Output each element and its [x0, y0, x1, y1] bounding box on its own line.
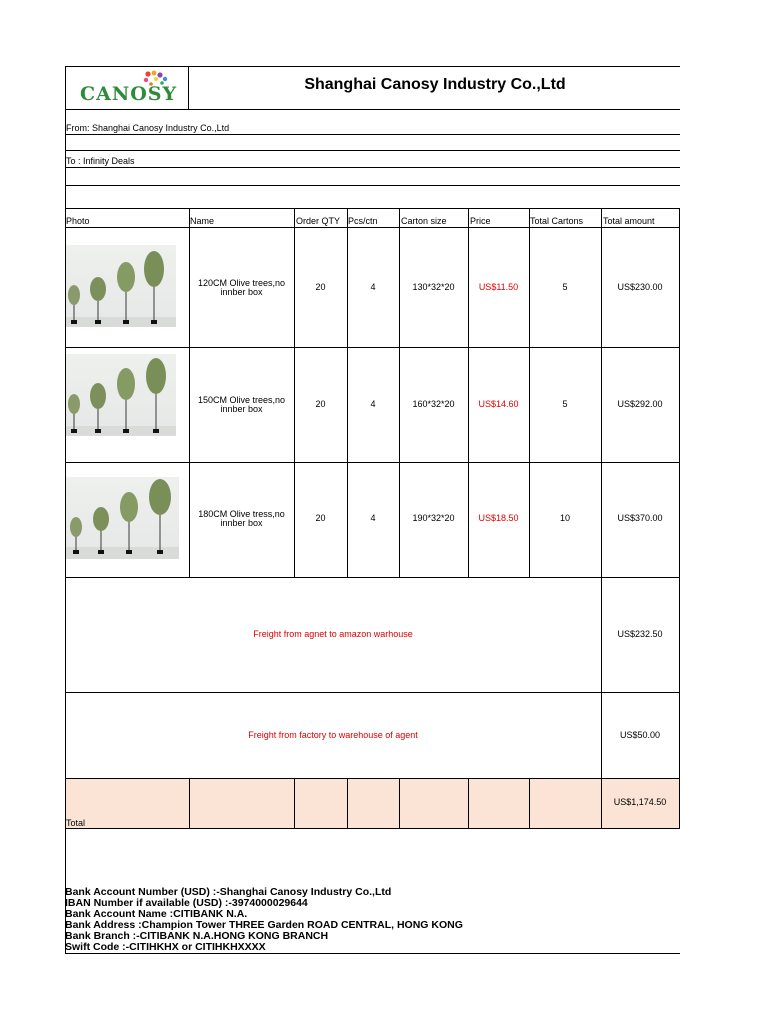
header-price: Price: [470, 216, 491, 226]
rule: [65, 828, 680, 829]
rule: [65, 577, 680, 578]
rule: [294, 778, 295, 829]
bank-line-4: Bank Address :Champion Tower THREE Garden ROAD CENTRAL, HONG KONG: [65, 919, 463, 931]
rule: [65, 185, 680, 186]
row2-qty: 20: [315, 399, 326, 409]
total-label: Total: [66, 818, 86, 828]
freight-factory-label: Freight from factory to warehouse of agent: [248, 730, 418, 740]
logo-text: CANOSY: [80, 83, 178, 105]
bank-line-6: Swift Code :-CITIHKHX or CITIHKHXXXX: [65, 941, 266, 953]
olive-trees-photo-icon: [66, 354, 176, 436]
row2-name-line1: 150CM Olive trees,no: [197, 395, 286, 405]
header-order-qty: Order QTY: [296, 216, 341, 226]
row3-carton: 190*32*20: [412, 513, 455, 523]
header-pcs-ctn: Pcs/ctn: [348, 216, 378, 226]
row3-name-line2: innber box: [220, 518, 263, 528]
rule: [529, 778, 530, 829]
rule: [65, 227, 680, 228]
row3-price: US$18.50: [478, 513, 519, 523]
rule: [65, 134, 680, 135]
rule: [188, 66, 189, 110]
row2-amount: US$292.00: [617, 399, 663, 409]
bank-line-3: Bank Account Name :CITIBANK N.A.: [65, 908, 248, 920]
company-title: Shanghai Canosy Industry Co.,Ltd: [304, 76, 566, 93]
row3-name-line1: 180CM Olive tress,no: [198, 509, 285, 519]
product-photo: [66, 477, 179, 559]
olive-trees-photo-icon: [66, 477, 179, 559]
header-name: Name: [190, 216, 215, 226]
rule: [399, 778, 400, 829]
row3-amount: US$370.00: [617, 513, 663, 523]
product-photo: [66, 354, 176, 436]
from-line: From: Shanghai Canosy Industry Co.,Ltd: [66, 123, 230, 133]
row1-qty: 20: [315, 282, 326, 292]
to-line: To : Infinity Deals: [66, 156, 135, 166]
row1-cartons: 5: [562, 282, 568, 292]
rule: [65, 778, 680, 779]
rule: [679, 208, 680, 829]
row1-price: US$11.50: [478, 282, 519, 292]
header-total-cartons: Total Cartons: [530, 216, 584, 226]
rule: [189, 778, 190, 829]
bank-line-5: Bank Branch :-CITIBANK N.A.HONG KONG BRANCH: [65, 930, 329, 942]
row2-price: US$14.60: [478, 399, 519, 409]
header-total-amount: Total amount: [603, 216, 655, 226]
rule: [65, 66, 680, 67]
header-carton-size: Carton size: [401, 216, 447, 226]
row3-cartons: 10: [559, 513, 570, 523]
row2-pcs: 4: [370, 399, 376, 409]
freight-factory-amount: US$50.00: [619, 730, 661, 740]
rule: [468, 778, 469, 829]
bank-line-1: Bank Account Number (USD) :-Shanghai Canosy Industry Co.,Ltd: [65, 886, 392, 898]
row1-carton: 130*32*20: [412, 282, 455, 292]
row3-pcs: 4: [370, 513, 376, 523]
rule: [65, 953, 680, 954]
rule: [347, 778, 348, 829]
rule: [65, 347, 680, 348]
company-logo: [76, 70, 180, 106]
row1-pcs: 4: [370, 282, 376, 292]
rule: [65, 150, 680, 151]
rule: [65, 692, 680, 693]
header-photo: Photo: [66, 216, 90, 226]
bank-line-2: IBAN Number if available (USD) :-3974000029644: [65, 897, 308, 909]
row2-name-line2: innber box: [220, 404, 263, 414]
freight-agent-amount: US$232.50: [617, 629, 663, 639]
total-row-fill: [65, 779, 679, 828]
freight-agent-label: Freight from agnet to amazon warhouse: [253, 629, 413, 639]
product-photo: [66, 245, 176, 327]
row1-name-line1: 120CM Olive trees,no: [197, 278, 286, 288]
rule: [65, 109, 680, 110]
row1-amount: US$230.00: [617, 282, 663, 292]
row3-qty: 20: [315, 513, 326, 523]
row2-cartons: 5: [562, 399, 568, 409]
row1-name-line2: innber box: [220, 287, 263, 297]
row2-carton: 160*32*20: [412, 399, 455, 409]
rule: [601, 577, 602, 779]
rule: [65, 462, 680, 463]
total-amount: US$1,174.50: [613, 797, 667, 807]
rule: [65, 167, 680, 168]
olive-trees-photo-icon: [66, 245, 176, 327]
rule: [65, 208, 680, 209]
